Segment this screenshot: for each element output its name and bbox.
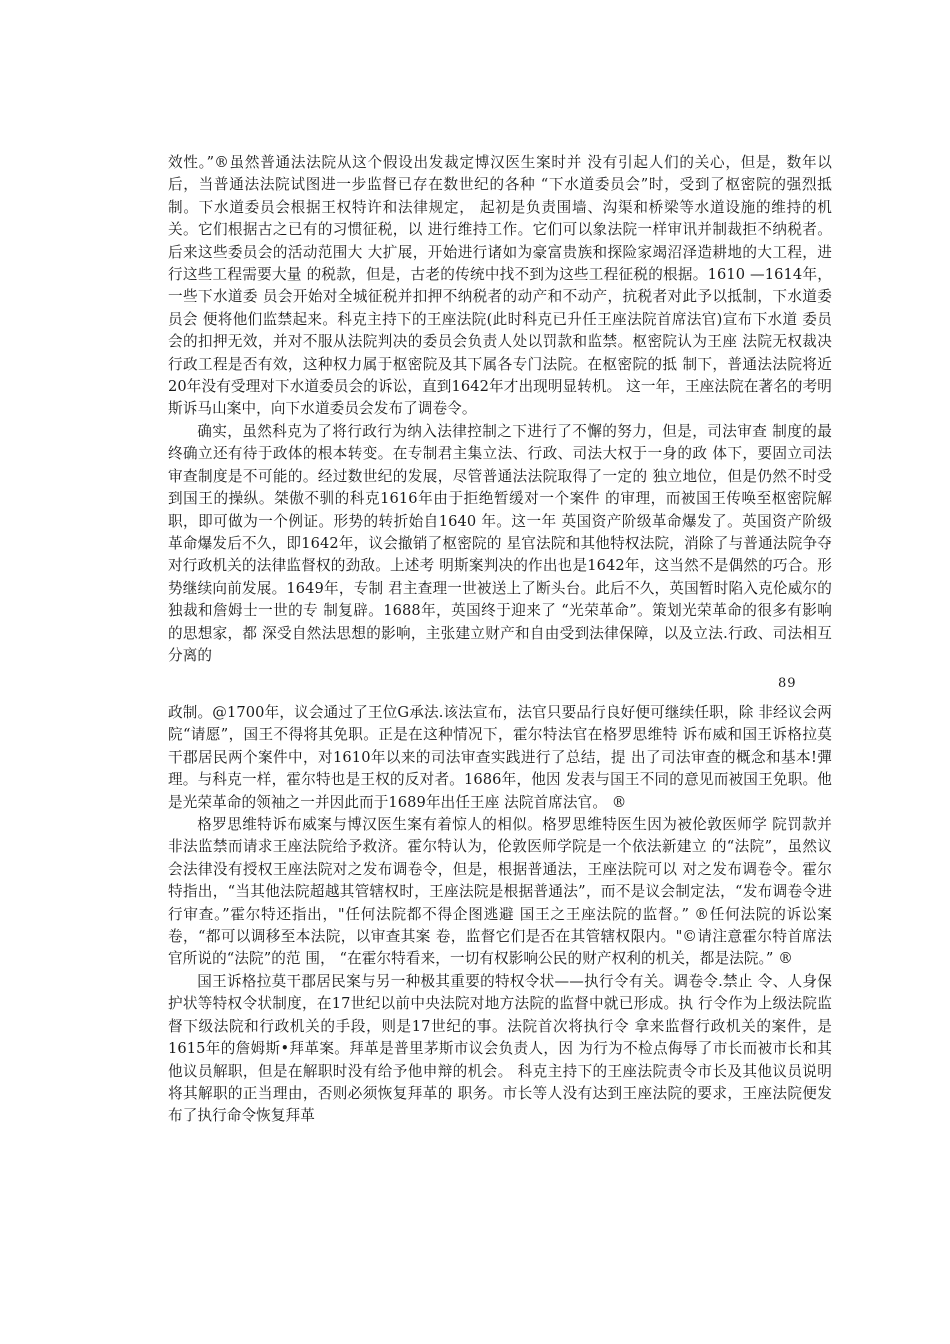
- paragraph: 效性。”®虽然普通法法院从这个假设出发裁定博汉医生案时并 没有引起人们的关心，但是，数年以后，当普通法法院试图进一步监督已存在数世纪的各种 “下水道委员会”时，受到了枢密院的强烈抵制。下水道委员会根据王权特许和法律规定， 起初是负责围墙、沟渠和桥梁等水道设施的维持的机关。它们根据古之已有的习惯征税，以 进行维持工作。它们可以象法院一样审讯并制裁拒不纳税者。后来这些委员会的活动范围大 大扩展，开始进行诸如为豪富贵族和探险家竭沼泽造耕地的大工程，进行这些工程需要大量 的税款，但是，古老的传统中找不到为这些工程征税的根据。1610 —1614年，一些下水道委 员会开始对全城征税并扣押不纳税者的动产和不动产，抗税者对此予以抵制，下水道委员会 便将他们监禁起来。科克主持下的王座法院(此时科克已升任王座法院首席法官)宣布下水道 委员会的扣押无效，并对不服从法院判决的委员会负责人处以罚款和监禁。枢密院认为王座 法院无权裁决行政工程是否有效，这种权力属于枢密院及其下属各专门法院。在枢密院的抵 制下，普通法法院将近20年没有受理对下水道委员会的诉讼，直到1642年才出现明显转机。 这一年，王座法院在著名的考明斯诉马山案中，向下水道委员会发布了调卷令。: [168, 154, 832, 418]
- text-block-top: [168, 152, 832, 667]
- paragraph: 格罗思维特诉布威案与博汉医生案有着惊人的相似。格罗思维特医生因为被伦敦医师学 院罚款并非法监禁而请求王座法院给予救济。霍尔特认为，伦敦医师学院是一个依法新建立 的“法院”，虽然议会法律没有授权王座法院对之发布调卷令，但是，根据普通法，王座法院可以 对之发布调卷令。霍尔特指出，“当其他法院超越其管辖权时，王座法院是根据普通法”，而不是议会制定法，“发布调卷令进行审查。”霍尔特还指出，"任何法院都不得企图逃避 国王之王座法院的监督。” ®任何法院的诉讼案卷，“都可以调移至本法院，以审查其案 卷，监督它们是否在其管辖权限内。"©请注意霍尔特首席法官所说的“法院”的范 围， “在霍尔特看来，一切有权影响公民的财产权利的机关，都是法院。” ®: [168, 816, 832, 968]
- text-block-bottom: [168, 702, 832, 1128]
- page-number: 89: [778, 676, 797, 691]
- paragraph: 国王诉格拉莫干郡居民案与另一种极其重要的特权令状——执行令有关。调卷令.禁止 令、人身保护状等特权令状制度，在17世纪以前中央法院对地方法院的监督中就已形成。执 行令作为上级法院监督下级法院和行政机关的手段，则是17世纪的事。法院首次将执行令 拿来监督行政机关的案件，是1615年的詹姆斯•拜革案。拜革是普里茅斯市议会负责人，因 为行为不检点侮辱了市长而被市长和其他议员解职，但是在解职时没有给予他申辩的机会。 科克主持下的王座法院责令市长及其他议员说明将其解职的正当理由，否则必须恢复拜革的 职务。市长等人没有达到王座法院的要求，王座法院便发布了执行命令恢复拜革: [168, 972, 832, 1125]
- paragraph: 政制。@1700年，议会通过了王位G承法.该法宣布，法官只要品行良好便可继续任职，除 非经议会两院“请愿”，国王不得将其免职。正是在这种情况下，霍尔特法官在格罗思维特 诉布威和国王诉格拉莫干郡居民两个案件中，对1610年以来的司法审查实践进行了总结，提 出了司法审查的概念和基本!彈理。与科克一样，霍尔特也是王权的反对者。1686年，他因 发表与国王不同的意见而被国王免职。他是光荣革命的领袖之一并因此而于1689年出任王座 法院首席法官。 ®: [168, 704, 832, 811]
- paragraph: 确实，虽然科克为了将行政行为纳入法律控制之下进行了不懈的努力，但是，司法审查 制度的最终确立还有待于政体的根本转变。在专制君主集立法、行政、司法大权于一身的政 体下，要固立司法审查制度是不可能的。经过数世纪的发展，尽管普通法法院取得了一定的 独立地位，但是仍然不时受到国王的操纵。桀傲不驯的科克1616年由于拒绝暂缓对一个案件 的审理，而被国王传唤至枢密院解职，即可做为一个例证。形势的转折始自1640 年。这一年 英国资产阶级革命爆发了。英国资产阶级革命爆发后不久，即1642年，议会撤销了枢密院的 星官法院和其他特权法院，消除了与普通法院争夺对行政机关的法律监督权的劲敌。上述考 明斯案判决的作出也是1642年，这当然不是偶然的巧合。形势继续向前发展。1649年，专制 君主查理一世被送上了断头台。此后不久，英国暂时陷入克伦威尔的独裁和詹姆士一世的专 制复辟。1688年，英国终于迎来了 “光荣革命”。策划光荣革命的很多有影响的思想家，都 深受自然法思想的影响，主张建立财产和自由受到法律保障，以及立法.行政、司法相互分离的: [168, 422, 832, 664]
